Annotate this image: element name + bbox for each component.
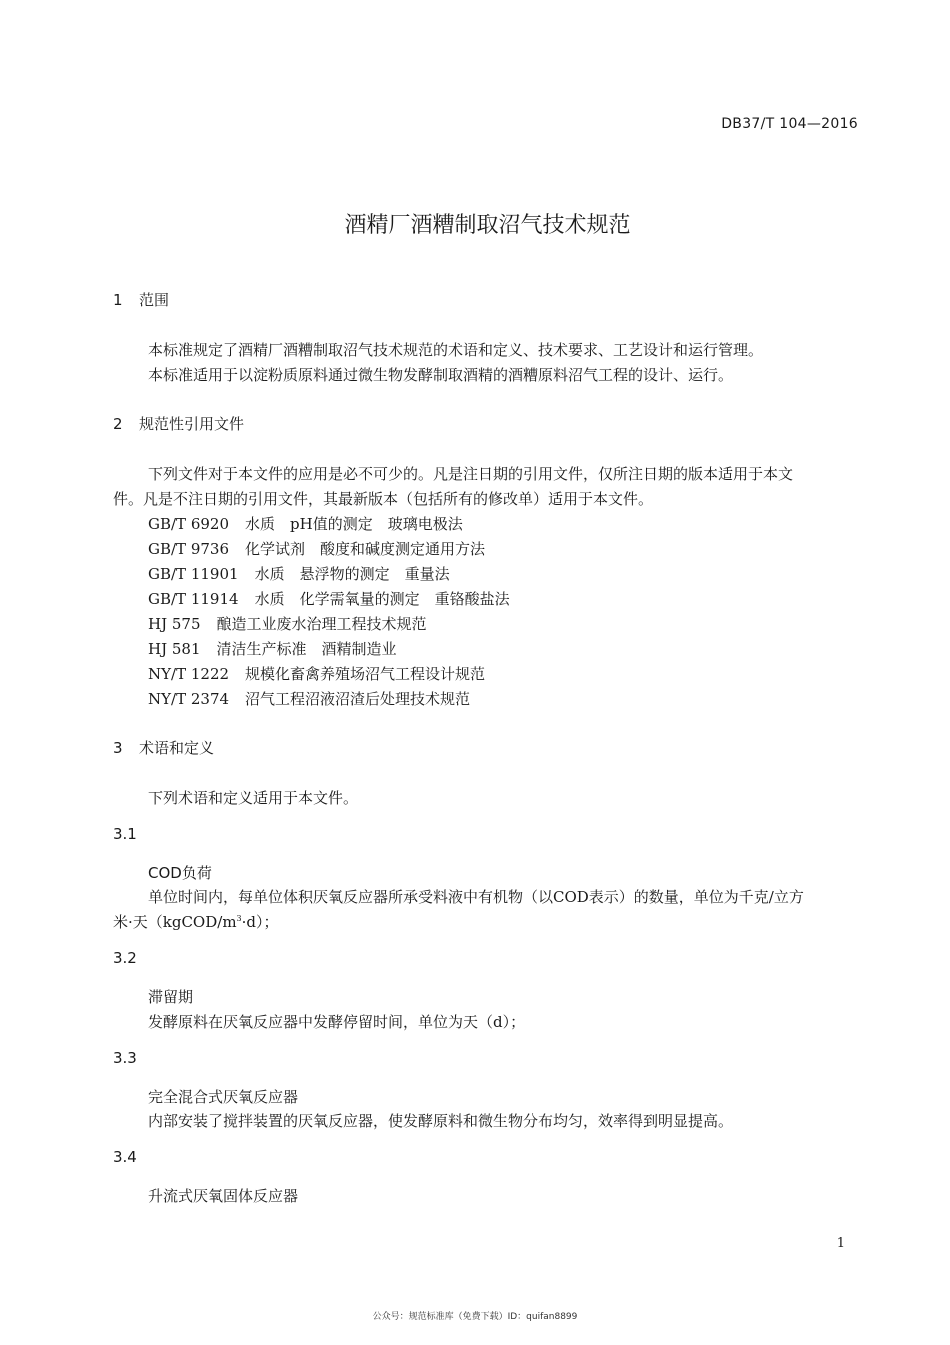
reference-code: NY/T 1222 (148, 665, 230, 683)
term-number: 3.2 (113, 949, 137, 967)
reference-title: 酿造工业废水治理工程技术规范 (216, 615, 427, 633)
page-number: 1 (836, 1236, 845, 1251)
section-1-paragraph-1: 本标准规定了酒精厂酒糟制取沼气技术规范的术语和定义、技术要求、工艺设计和运行管理。 (148, 341, 764, 359)
term-definition: 内部安装了搅拌装置的厌氧反应器，使发酵原料和微生物分布均匀，效率得到明显提高。 (148, 1112, 734, 1130)
section-title: 范围 (139, 291, 170, 309)
document-code: DB37/T 104—2016 (721, 116, 858, 132)
term-title: 升流式厌氧固体反应器 (148, 1187, 299, 1205)
reference-title: 清洁生产标准 酒精制造业 (216, 640, 397, 658)
term-title: COD负荷 (148, 864, 212, 882)
reference-code: GB/T 6920 (148, 515, 230, 533)
section-2-intro-line-2: 件。凡是不注日期的引用文件，其最新版本（包括所有的修改单）适用于本文件。 (113, 490, 654, 508)
section-3-heading (113, 737, 214, 758)
section-2-intro-line-1: 下列文件对于本文件的应用是必不可少的。凡是注日期的引用文件，仅所注日期的版本适用于本文 (148, 465, 794, 483)
reference-item (148, 688, 470, 709)
reference-item (148, 613, 427, 634)
term-number: 3.1 (113, 825, 137, 843)
reference-item (148, 513, 463, 534)
reference-code: GB/T 11914 (148, 590, 239, 608)
reference-code: HJ 581 (148, 640, 201, 658)
reference-code: NY/T 2374 (148, 690, 230, 708)
term-definition: 发酵原料在厌氧反应器中发酵停留时间，单位为天（d）； (148, 1013, 526, 1031)
section-number: 1 (113, 291, 123, 309)
definition-text: 米·天（kgCOD/m (113, 913, 237, 931)
term-title: 完全混合式厌氧反应器 (148, 1088, 299, 1106)
term-definition-line-1: 单位时间内，每单位体积厌氧反应器所承受料液中有机物（以COD表示）的数量，单位为千克/立方 (148, 888, 804, 906)
reference-item (148, 563, 450, 584)
superscript: 3 (236, 914, 242, 923)
term-definition-line-2 (113, 911, 279, 932)
section-number: 2 (113, 415, 123, 433)
reference-item (148, 588, 510, 609)
section-1-heading (113, 289, 169, 310)
reference-code: GB/T 9736 (148, 540, 230, 558)
reference-title: 化学试剂 酸度和碱度测定通用方法 (245, 540, 486, 558)
reference-code: HJ 575 (148, 615, 201, 633)
section-title: 规范性引用文件 (139, 415, 245, 433)
section-title: 术语和定义 (139, 739, 215, 757)
reference-title: 水质 pH值的测定 玻璃电极法 (245, 515, 463, 533)
term-title: 滞留期 (148, 988, 194, 1006)
footer-watermark: 公众号：规范标准库（免费下载）ID：quifan8899 (372, 1312, 578, 1322)
section-2-heading (113, 413, 244, 434)
reference-item (148, 638, 397, 659)
reference-item (148, 538, 485, 559)
document-title: 酒精厂酒糟制取沼气技术规范 (344, 213, 631, 238)
reference-title: 规模化畜禽养殖场沼气工程设计规范 (245, 665, 486, 683)
section-1-paragraph-2: 本标准适用于以淀粉质原料通过微生物发酵制取酒精的酒糟原料沼气工程的设计、运行。 (148, 366, 734, 384)
section-number: 3 (113, 739, 123, 757)
reference-title: 沼气工程沼液沼渣后处理技术规范 (245, 690, 471, 708)
reference-code: GB/T 11901 (148, 565, 239, 583)
term-number: 3.3 (113, 1049, 137, 1067)
section-3-intro: 下列术语和定义适用于本文件。 (148, 789, 359, 807)
definition-text: ·d）； (241, 913, 279, 931)
reference-title: 水质 悬浮物的测定 重量法 (254, 565, 450, 583)
reference-item (148, 663, 485, 684)
term-number: 3.4 (113, 1148, 137, 1166)
reference-title: 水质 化学需氧量的测定 重铬酸盐法 (254, 590, 510, 608)
